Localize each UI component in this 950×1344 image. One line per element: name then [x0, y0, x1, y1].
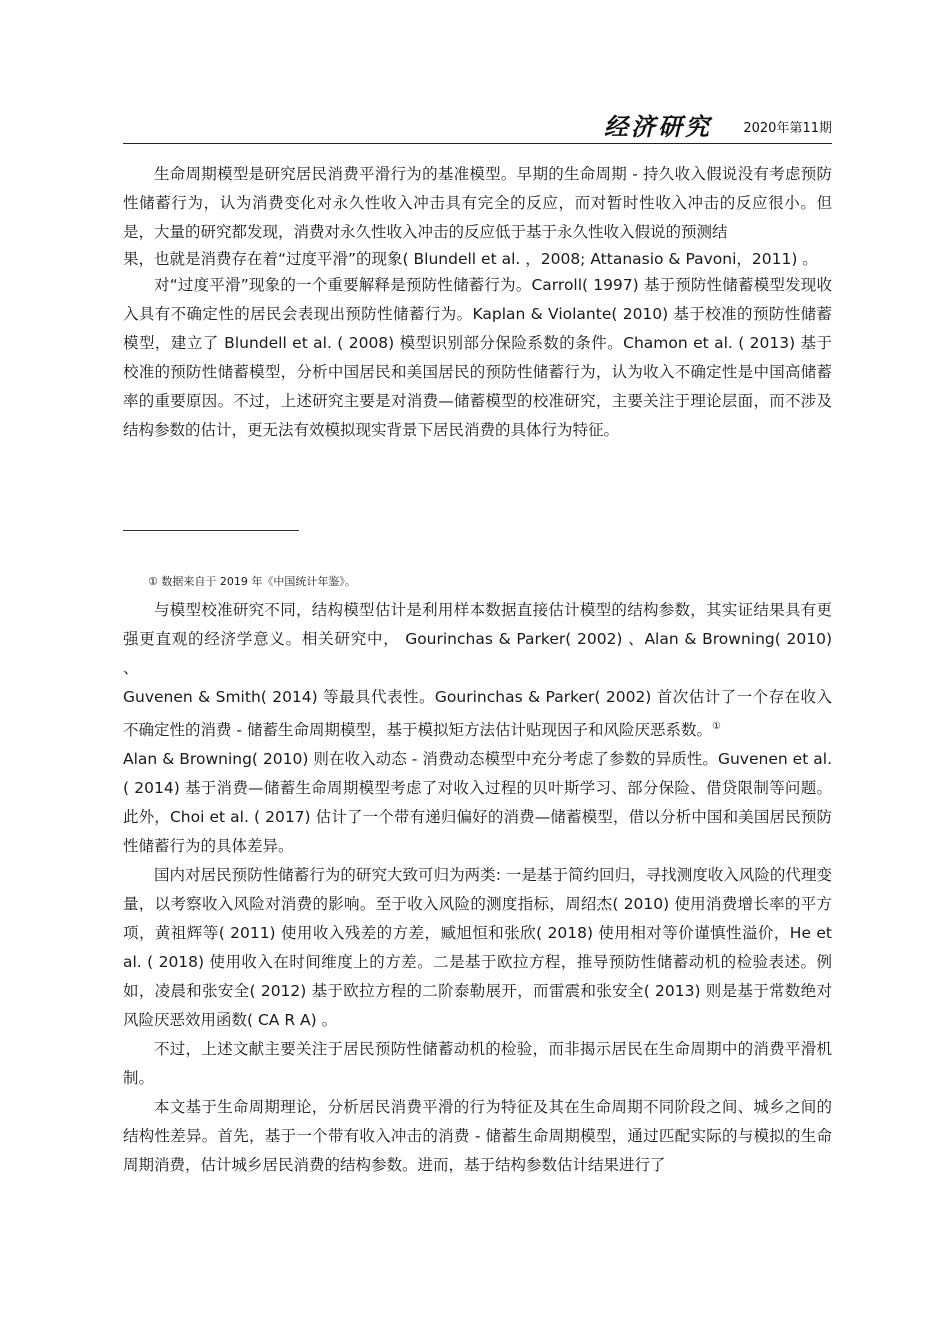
paragraph-3b: [123, 683, 832, 745]
paragraph-4: 国内对居民预防性储蓄行为的研究大致可归为两类: 一是基于简约回归，寻找测度收入风险的代理变量，以考察收入风险对消费的影响。至于收入风险的测度指标，周绍杰( 2010) 使用消费增长率的平方项，黄祖辉等( 2011) 使用收入残差的方差，臧旭恒和张欣( 2018) 使用相对等价谨慎性溢价，He et al. ( 2018) 使用收入在时间维度上的方差。二是基于欧拉方程，推导预防性储蓄动机的检验表述。例如，凌晨和张安全( 2012) 基于欧拉方程的二阶泰勒展开，而雷震和张安全( 2013) 则是基于常数绝对风险厌恶效用函数( CA R A) 。: [123, 866, 832, 1029]
footnote: ① 数据来自于 2019 年《中国统计年鉴》。: [148, 575, 356, 588]
journal-name: 经济研究: [604, 112, 712, 141]
paragraph-1: 生命周期模型是研究居民消费平滑行为的基准模型。早期的生命周期 - 持久收入假说没有考虑预防性储蓄行为，认为消费变化对永久性收入冲击具有完全的反应，而对暂时性收入冲击的反应很小。但是，大量的研究都发现，消费对永久性收入冲击的反应低于基于永久性收入假说的预测结: [123, 165, 832, 241]
paragraph-1-continued: 果，也就是消费存在着“过度平滑”的现象( Blundell et al. ，2008; Attanasio & Pavoni，2011) 。: [123, 250, 818, 268]
footnote-mark[interactable]: ①: [711, 721, 721, 732]
paragraph-5: 不过，上述文献主要关注于居民预防性储蓄动机的检验，而非揭示居民在生命周期中的消费平滑机制。: [123, 1040, 832, 1087]
paragraph-3b-text: Guvenen & Smith( 2014) 等最具代表性。Gourinchas & Parker( 2002) 首次估计了一个存在收入不确定性的消费 - 储蓄生命周期模型，基于模拟矩方法估计贴现因子和风险厌恶系数。: [123, 688, 832, 739]
paragraph-3c: Alan & Browning( 2010) 则在收入动态 - 消费动态模型中充分考虑了参数的异质性。Guvenen et al. ( 2014) 基于消费—储蓄生命周期模型考虑了对收入过程的贝叶斯学习、部分保险、借贷限制等问题。此外，Choi et al. ( 2017) 估计了一个带有递归偏好的消费—储蓄模型，借以分析中国和美国居民预防性储蓄行为的具体差异。: [123, 750, 832, 855]
paragraph-3a: 与模型校准研究不同，结构模型估计是利用样本数据直接估计模型的结构参数，其实证结果具有更强更直观的经济学意义。相关研究中， Gourinchas & Parker( 2002) 、Alan & Browning( 2010) 、: [123, 601, 832, 677]
paragraph-6: 本文基于生命周期理论，分析居民消费平滑的行为特征及其在生命周期不同阶段之间、城乡之间的结构性差异。首先，基于一个带有收入冲击的消费 - 储蓄生命周期模型，通过匹配实际的与模拟的生命周期消费，估计城乡居民消费的结构参数。进而，基于结构参数估计结果进行了: [123, 1098, 832, 1174]
section-top: [123, 160, 832, 445]
section-bottom: [123, 596, 832, 1180]
page-header: [123, 112, 832, 144]
issue-label: 2020年第11期: [743, 121, 832, 136]
header-rule: [123, 143, 832, 144]
paragraph-2: 对“过度平滑”现象的一个重要解释是预防性储蓄行为。Carroll( 1997) 基于预防性储蓄模型发现收入具有不确定性的居民会表现出预防性储蓄行为。Kaplan & Violante( 2010) 基于校准的预防性储蓄模型，建立了 Blundell et al. ( 2008) 模型识别部分保险系数的条件。Chamon et al. ( 2013) 基于校准的预防性储蓄模型，分析中国居民和美国居民的预防性储蓄行为，认为收入不确定性是中国高储蓄率的重要原因。不过，上述研究主要是对消费—储蓄模型的校准研究，主要关注于理论层面，而不涉及结构参数的估计，更无法有效模拟现实背景下居民消费的具体行为特征。: [123, 276, 832, 439]
footnote-rule: [123, 530, 299, 531]
